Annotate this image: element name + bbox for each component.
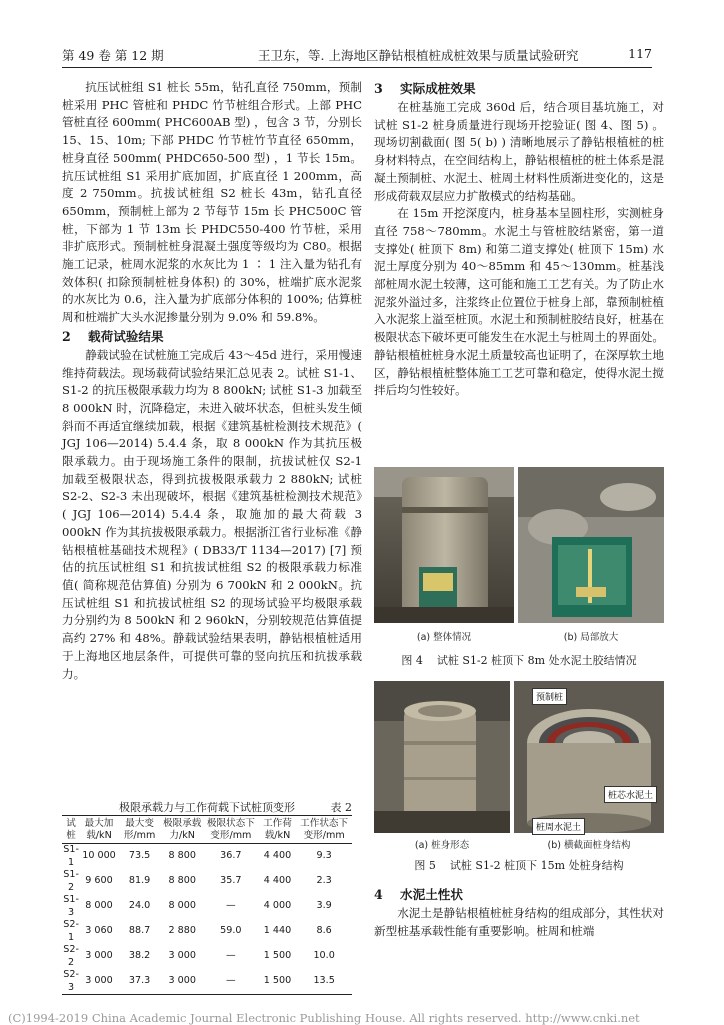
label-peripheral-cement-soil: 桩周水泥土	[532, 818, 585, 835]
table-cell: 3 000	[161, 969, 203, 995]
table-cell: 3 000	[80, 969, 118, 995]
table-cell: 73.5	[128, 850, 151, 862]
table-cell: 3 000	[85, 950, 113, 962]
table-number: 表 2	[330, 801, 352, 814]
table-cell: 1 500	[259, 969, 297, 995]
paragraph: 在 15m 开挖深度内，桩身基本呈圆柱形，实测桩身直径 758～780mm。水泥土与管桩胶结紧密，第一道支撑处( 桩顶下 8m) 和第二道支撑处( 桩顶下 15m) 水泥土厚度分别为 40～85mm 和 45～130mm。桩基浅部桩周水泥土较薄，这可能和施工工艺有关。为了防止水泥浆外溢过多，注浆终止位置位于桩身上部，靠预制桩植入水泥浆上溢至桩顶。水泥土和预制桩胶结良好，桩基在极限状态下破坏更可能发生在水泥土与桩周土的界面处。静钻根植桩桩身水泥土质量较高也证明了，在深厚软土地区，静钻根植桩整体施工工艺可靠和稳定，使得水泥土搅拌后均匀性较好。	[374, 206, 664, 398]
table-cell: —	[226, 900, 236, 912]
paragraph: 静载试验在试桩施工完成后 43～45d 进行，采用慢速维持荷载法。现场载荷试验结果汇总见表 2。试桩 S1-1、S1-2 的抗压极限承载力均为 8 800kN; 试桩 S1-3 加载至 8 000kN 时，沉降稳定，未进入破坏状态，但桩头发生倾斜而不再适宜继续加载，根据《建筑基桩检测技术规范》( JGJ 106—2014) 5.4.4 条，取 8 000kN 作为其抗压极限承载力。由于现场施工条件的限制，抗拔试桩仅 S2-1 加载至极限状态，得到抗拔极限承载力 2 880kN; 试桩 S2-2、S2-3 未出现破坏，根据《建筑基桩检测技术规范》( JGJ 106—2014) 5.4.4 条，取施加的最大荷载 3 000kN 作为其抗拔极限承载力。根据浙江省行业标准《静钻根植桩基础技术规程》( DB33/T 1134—2017) [7] 预估的抗压试桩组 S1 和抗拔试桩组 S2 的极限承载力标准值( 简称规范估算值) 分别为 6 700kN 和 2 000kN。抗压试桩组 S1 和抗拔试桩组 S2 的现场试验平均极限承载力分别约为 8 500kN 和 2 960kN，分别较规范估算值提高约 27% 和 48%。静载试验结果表明，静钻根植桩适用于上海地区地层条件，可提供可靠的竖向抗压和抗拔承载力。	[62, 347, 362, 681]
table-cell: 37.3	[118, 969, 162, 995]
table-cell: 3 060	[85, 925, 113, 937]
table-cell: 1 500	[263, 950, 292, 962]
table-row	[62, 869, 352, 894]
table-cell: 4 000	[263, 900, 292, 912]
table-cell: 2 880	[168, 925, 196, 937]
results-table	[62, 815, 352, 995]
paragraph: 在桩基施工完成 360d 后，结合项目基坑施工，对试桩 S1-2 桩身质量进行现场开挖验证( 图 4、图 5) 。现场切割截面( 图 5( b) ) 清晰地展示了静钻根植桩的桩身材料特点，在空间结构上，静钻根植桩的桩土体系是混凝土预制桩、水泥土、桩周土材料性质渐进变化的，这是形成荷载双层应力扩散模式的结构基础。	[374, 100, 664, 203]
table-cell: S2-1	[63, 919, 79, 943]
paragraph: 水泥土是静钻根植桩桩身结构的组成部分，其性状对新型桩基承载性能有重要影响。桩周和桩端	[374, 906, 664, 938]
figure-4-caption: 图 4 试桩 S1-2 桩顶下 8m 处水泥土胶结情况	[401, 654, 637, 667]
table-cell: 10 000	[82, 850, 116, 862]
table-header-cell: 最大加载/kN	[80, 816, 118, 844]
figure-5a-caption: (a) 桩身形态	[414, 840, 470, 851]
table-cell: S1-3	[63, 894, 79, 918]
section-heading-3: 3 实际成桩效果	[374, 81, 476, 96]
table-cell: 4 400	[263, 875, 292, 887]
label-precast-pile: 预制桩	[532, 688, 567, 705]
table-cell: S2-2	[63, 944, 79, 968]
table-cell: 8 000	[168, 900, 196, 912]
table-cell: 35.7	[220, 875, 242, 887]
table-cell: 3 000	[168, 950, 196, 962]
table-cell: 13.5	[296, 969, 352, 995]
figure-5a-photo	[374, 681, 510, 833]
table-cell: S1-1	[63, 844, 79, 868]
table-row	[62, 844, 352, 870]
left-column	[62, 79, 362, 683]
table-cell: 2.3	[316, 875, 332, 887]
table-header-cell: 工作状态下变形/mm	[296, 816, 352, 844]
right-column	[374, 79, 664, 400]
table-cell: 9.3	[316, 850, 332, 862]
table-cell: 1 440	[263, 925, 292, 937]
table-header-cell: 最大变形/mm	[118, 816, 162, 844]
header-rule	[62, 67, 652, 68]
table-caption: 极限承载力与工作荷载下试桩顶变形 表 2	[119, 801, 352, 814]
table-header-cell: 试桩	[62, 816, 80, 844]
table-cell: 8 000	[85, 900, 113, 912]
page-header	[62, 46, 652, 66]
figure-5-caption: 图 5 试桩 S1-2 桩顶下 15m 处桩身结构	[414, 859, 624, 872]
table-header-cell: 极限承载力/kN	[161, 816, 203, 844]
table-cell: 81.9	[128, 875, 151, 887]
table-cell: 36.7	[220, 850, 242, 862]
section-heading-4: 4 水泥土性状	[374, 887, 463, 902]
table-cell: 8 800	[168, 850, 196, 862]
paragraph: 抗压试桩组 S1 桩长 55m，钻孔直径 750mm，预制桩采用 PHC 管桩和 PHDC 竹节桩组合形式。上部 PHC 管桩直径 600mm( PHC600AB 型) ，包含 3 节，分别长 15、15、10m; 下部 PHDC 竹节桩竹节直径 650mm，桩身直径 500mm( PHDC650-500 型) ，1 节长 15m。抗压试桩组 S1 采用扩底加固，扩底直径 1 200mm，高度 2 750mm。抗拔试桩组 S2 桩长 43m，钻孔直径 650mm，预制桩上部为 2 节每节 15m 长 PHC500C 管桩，下部为 1 节 13m 长 PHDC550-400 竹节桩，采用非扩底形式。预制桩桩身混凝土强度等级均为 C80。根据施工记录，桩周水泥浆的水灰比为 1 ∶ 1 注入量为钻孔有效体积( 扣除预制桩桩身体积) 的 30%，桩端扩底水泥浆的水灰比为 0.6，注入量为扩底部分体积的 100%; 估算桩周和桩端扩大头水泥掺量分别为 9.0% 和 59.8%。	[62, 80, 362, 325]
table-cell: —	[226, 950, 236, 962]
figure-4b-caption: (b) 局部放大	[563, 632, 619, 643]
figure-4a-photo	[374, 467, 514, 623]
table-cell: 3.9	[316, 900, 332, 912]
table-row	[62, 969, 352, 995]
page-number: 117	[628, 46, 652, 61]
journal-volume: 第 49 卷 第 12 期	[62, 48, 164, 63]
figure-4b-photo	[518, 467, 664, 623]
table-cell: 8.6	[316, 925, 332, 937]
table-header-cell: 极限状态下变形/mm	[203, 816, 259, 844]
right-column-bottom	[374, 885, 664, 940]
table-cell: S1-2	[63, 869, 79, 893]
table-cell: 88.7	[128, 925, 151, 937]
table-cell: 10.0	[313, 950, 335, 962]
label-core-cement-soil: 桩芯水泥土	[604, 786, 657, 803]
table-cell: —	[203, 969, 259, 995]
copyright-footer: (C)1994-2019 China Academic Journal Electronic Publishing House. All rights reserved. http://www.cnki.net	[8, 1011, 640, 1025]
table-row	[62, 944, 352, 969]
figure-4a-caption: (a) 整体情况	[416, 632, 472, 643]
figure-5b-caption: (b) 横截面桩身结构	[547, 840, 631, 851]
table-row	[62, 919, 352, 944]
table-cell: 38.2	[128, 950, 151, 962]
section-heading-2: 2 载荷试验结果	[62, 328, 164, 344]
table-row	[62, 894, 352, 919]
table-cell: 4 400	[263, 850, 292, 862]
running-title: 王卫东，等. 上海地区静钻根植桩成桩效果与质量试验研究	[258, 48, 579, 63]
table-header-cell: 工作荷载/kN	[259, 816, 297, 844]
table-cell: 24.0	[128, 900, 151, 912]
table-cell: 59.0	[220, 925, 242, 937]
table-cell: 8 800	[168, 875, 196, 887]
table-cell: S2-3	[63, 969, 79, 993]
table-cell: 9 600	[85, 875, 113, 887]
